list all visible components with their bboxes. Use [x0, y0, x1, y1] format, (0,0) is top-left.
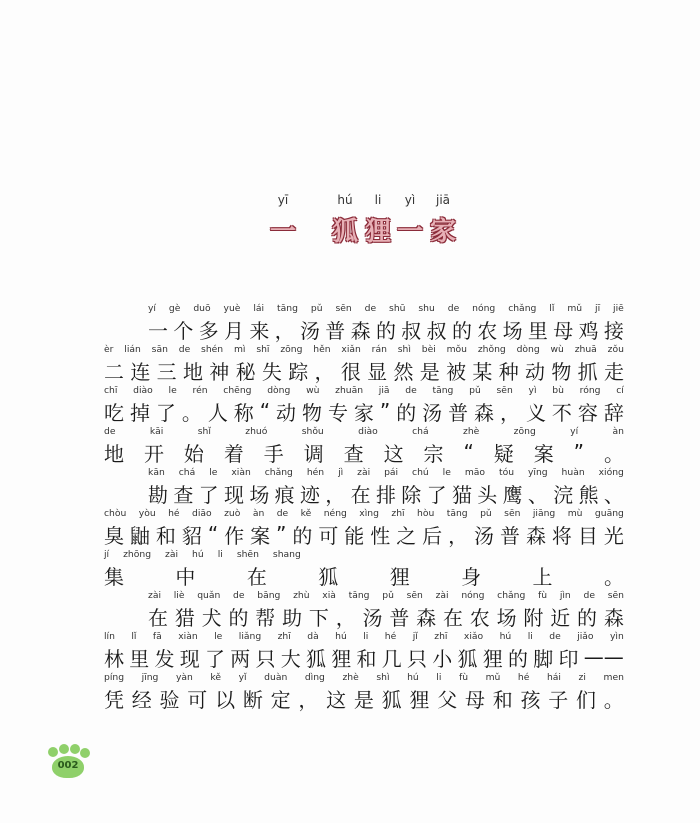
pinyin-row: chī diào le rén chēng dòng wù zhuān jiā de tāng pǔ sēn yì bù róng cí [104, 385, 624, 396]
page-number-badge [44, 744, 92, 780]
pinyin-row: èr lián sān de shén mì shī zōng hěn xiǎn rán shì bèi mǒu zhǒng dòng wù zhuā zǒu [104, 344, 624, 355]
paw-print-icon [80, 748, 90, 758]
pinyin-row: píng jīng yàn kě yǐ duàn dìng zhè shì hú li fù mǔ hé hái zi men [104, 672, 624, 683]
title-pinyin-row [0, 193, 700, 213]
text-line [104, 344, 624, 385]
title-char: 狸 [364, 217, 392, 247]
title-pinyin: yì [404, 193, 416, 207]
story-text [104, 303, 624, 713]
title-char: 一 [396, 217, 424, 247]
hanzi-row: 在 猎 犬 的 帮 助 下 ， 汤 普 森 在 农 场 附 近 的 森 [148, 605, 624, 630]
title-char: 家 [429, 217, 457, 247]
paw-print-icon [59, 744, 69, 754]
pinyin-row: lín lǐ fā xiàn le liǎng zhī dà hú li hé jǐ zhī xiǎo hú li de jiǎo yìn [104, 631, 624, 642]
hanzi-row: 勘 查 了 现 场 痕 迹 ， 在 排 除 了 猫 头 鹰 、 浣 熊 、 [148, 482, 624, 507]
text-line [104, 508, 624, 549]
page-number: 002 [57, 760, 79, 771]
pinyin-row: de kāi shǐ zhuó shǒu diào chá zhè zōng yí àn [104, 426, 624, 437]
text-line [104, 549, 624, 590]
paw-print-icon [48, 747, 58, 757]
text-line [104, 631, 624, 672]
pinyin-row: jí zhōng zài hú li shēn shang [104, 549, 301, 560]
pinyin-row: kān chá le xiàn chǎng hén jì zài pái chú le māo tóu yīng huàn xióng [148, 467, 624, 478]
title-pinyin: li [374, 193, 382, 207]
title-pinyin: yī [277, 193, 289, 207]
hanzi-row: 臭 鼬 和 貂 “ 作 案 ” 的 可 能 性 之 后 ， 汤 普 森 将 目 光 [104, 522, 624, 548]
hanzi-row: 吃 掉 了 。 人 称 “ 动 物 专 家 ” 的 汤 普 森 ， 义 不 容 辞 [104, 399, 624, 425]
text-line [104, 672, 624, 713]
hanzi-row: 二 连 三 地 神 秘 失 踪 ， 很 显 然 是 被 某 种 动 物 抓 走 [104, 359, 624, 384]
text-line [104, 467, 624, 508]
pinyin-row: chòu yòu hé diāo zuò àn de kě néng xìng zhī hòu tāng pǔ sēn jiāng mù guāng [104, 508, 624, 519]
text-line [104, 385, 624, 426]
pinyin-row: yí gè duō yuè lái tāng pǔ sēn de shū shu de nóng chǎng lǐ mǔ jī jiē [148, 303, 624, 314]
paw-print-icon [70, 744, 80, 754]
text-line [104, 426, 624, 467]
pinyin-row: zài liè quǎn de bāng zhù xià tāng pǔ sēn zài nóng chǎng fù jìn de sēn [148, 590, 624, 601]
text-line [104, 590, 624, 631]
title-hanzi-row [0, 211, 700, 251]
text-line [104, 303, 624, 344]
title-char: 狐 [331, 217, 359, 247]
hanzi-row: 凭 经 验 可 以 断 定 ， 这 是 狐 狸 父 母 和 孩 子 们 。 [104, 687, 624, 712]
title-pinyin: jiā [435, 193, 451, 207]
hanzi-row: 地 开 始 着 手 调 查 这 宗 “ 疑 案 ” 。 [104, 440, 624, 466]
hanzi-row: 集 中 在 狐 狸 身 上 。 [104, 564, 624, 589]
hanzi-row: 一 个 多 月 来 ， 汤 普 森 的 叔 叔 的 农 场 里 母 鸡 接 [148, 318, 624, 343]
title-char: 一 [269, 217, 297, 247]
hanzi-row: 林 里 发 现 了 两 只 大 狐 狸 和 几 只 小 狐 狸 的 脚 印 —— [104, 645, 624, 671]
title-pinyin: hú [337, 193, 353, 207]
